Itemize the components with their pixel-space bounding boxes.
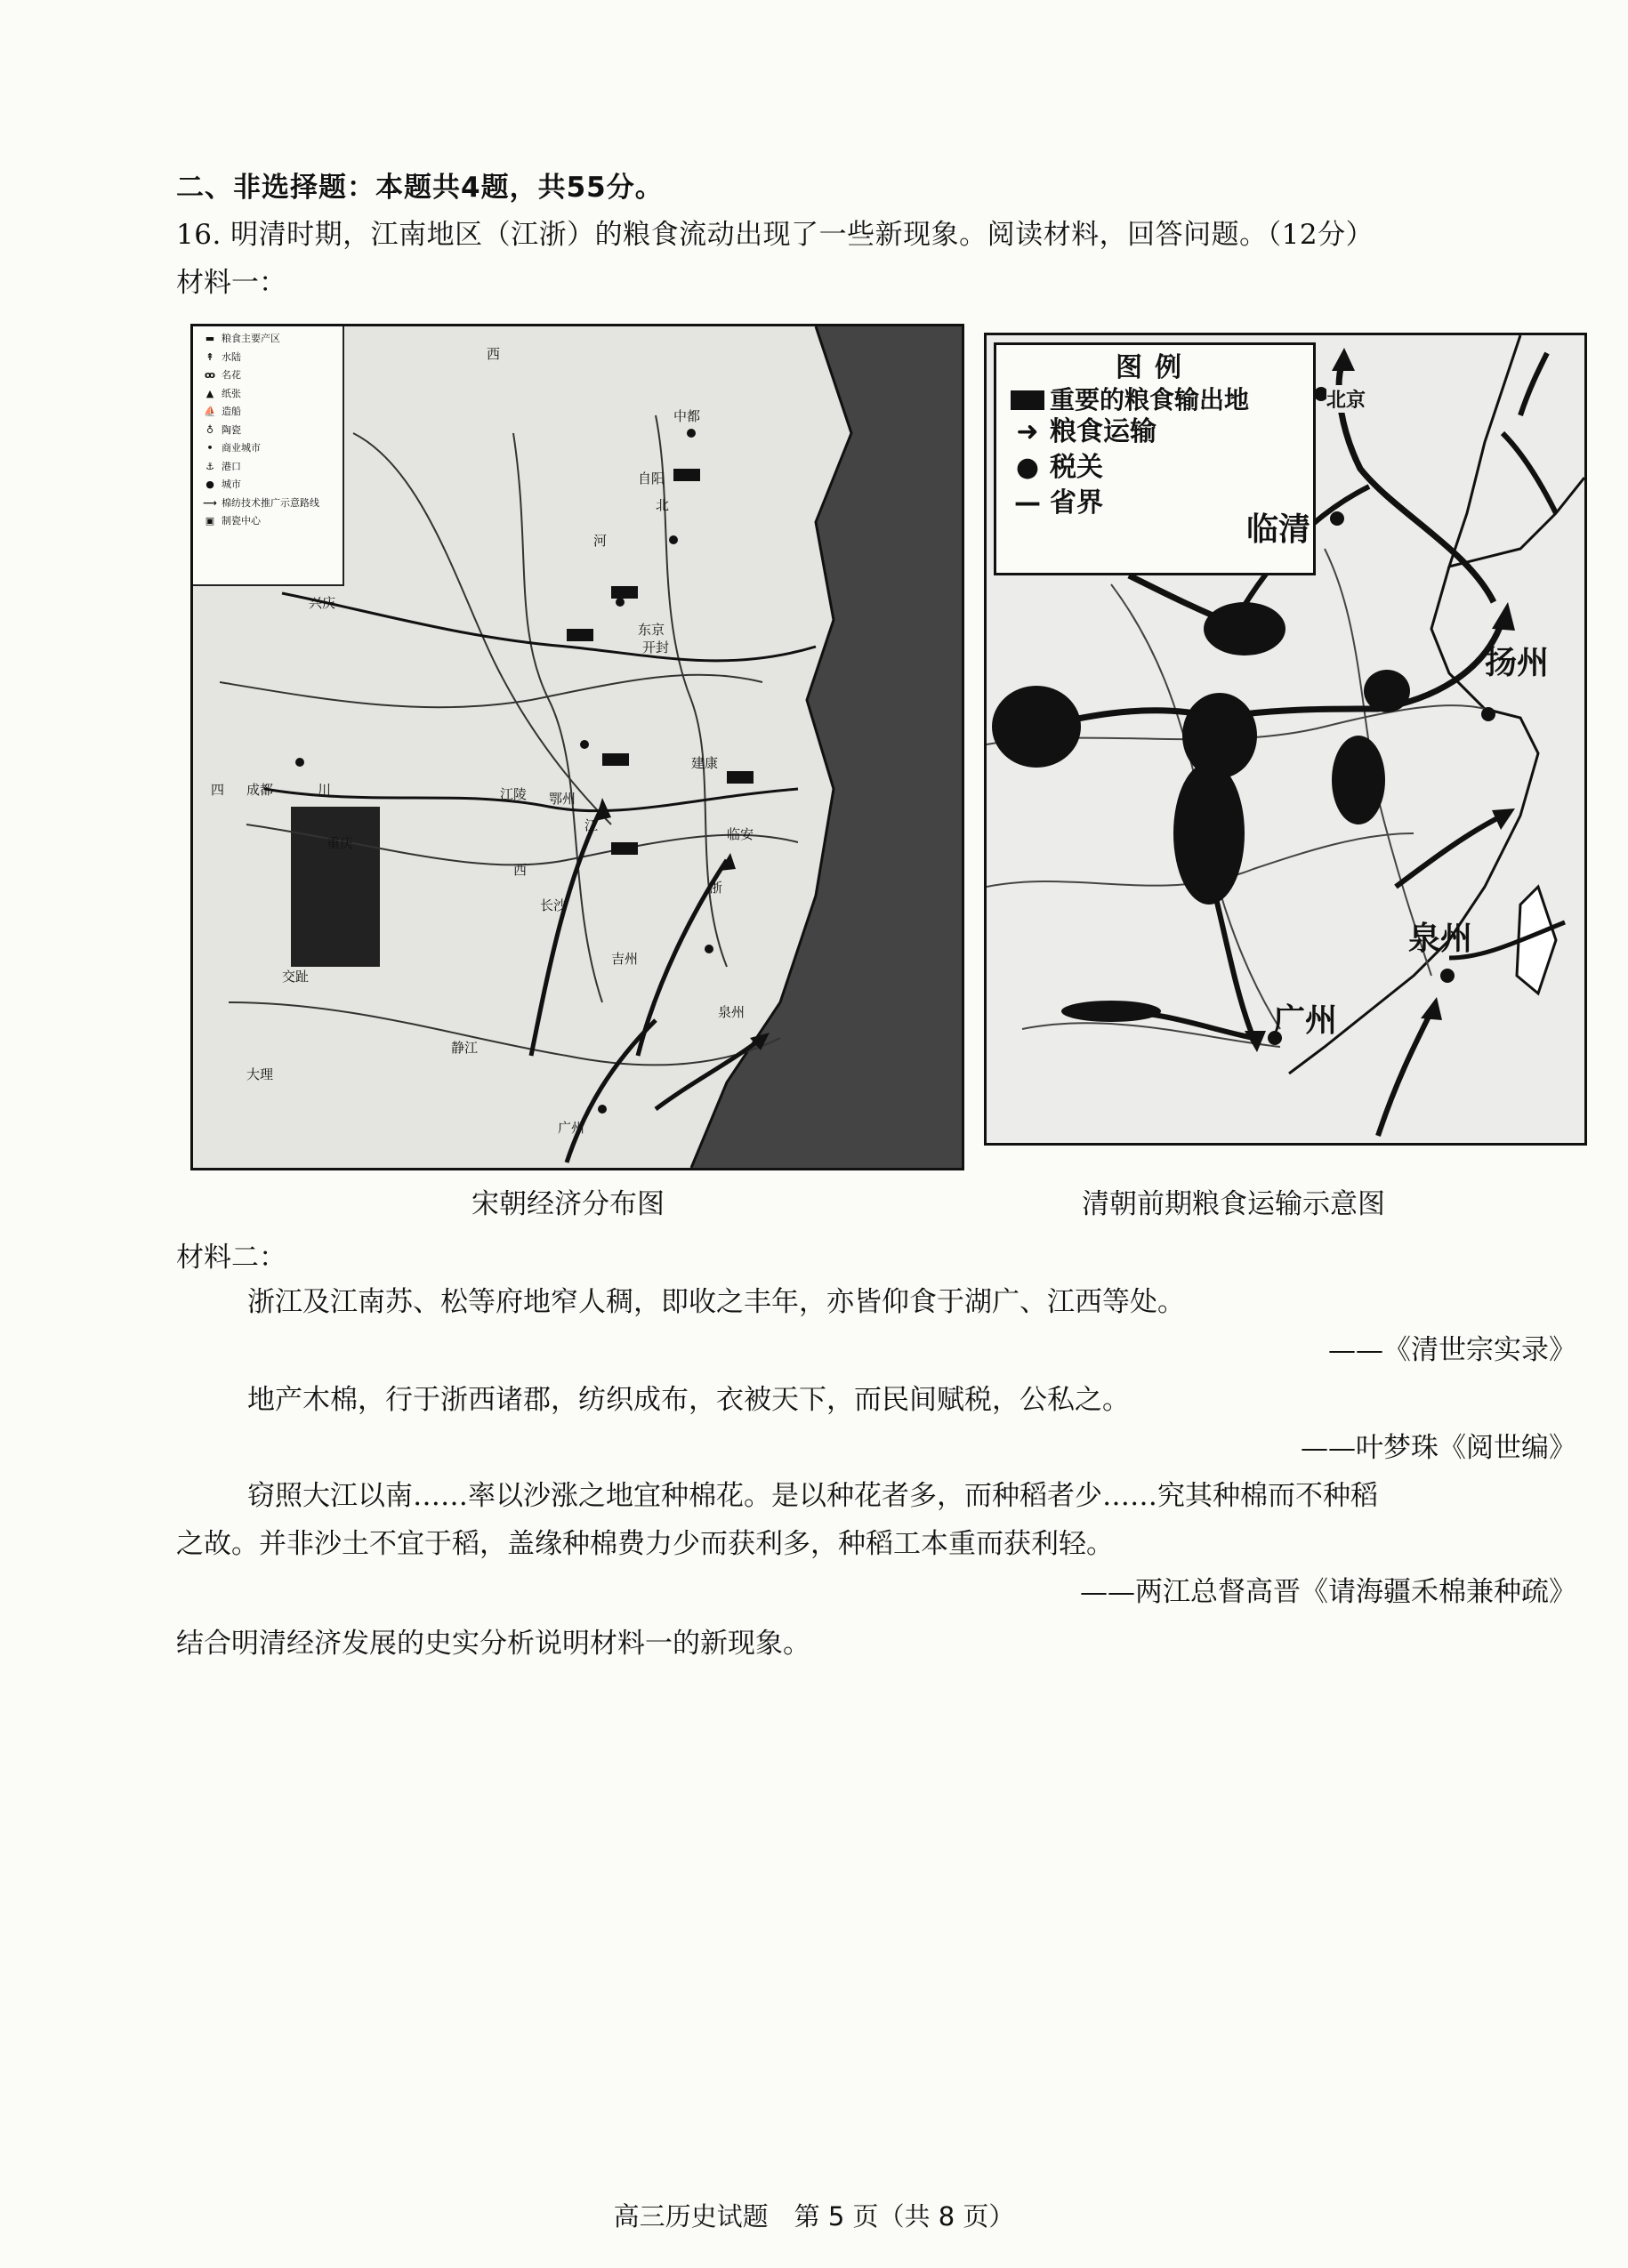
porcelain-center-icon: ▣ (205, 515, 215, 527)
map-label: 川 (318, 782, 332, 798)
legend-item-customs: ● 税关 (1005, 450, 1304, 486)
customs-dot-icon: ● (1015, 452, 1040, 483)
map-label: 西 (487, 346, 501, 362)
map-label: 北 (656, 497, 670, 513)
map-label: 建康 (691, 755, 719, 771)
quote-2-source: ——叶梦珠《阅世编》 (1301, 1432, 1576, 1464)
section-title: 二、非选择题：本题共4题，共55分。 (176, 172, 664, 204)
map-label: 泉州 (718, 1004, 745, 1020)
task-prompt: 结合明清经济发展的史实分析说明材料一的新现象。 (176, 1628, 810, 1660)
commercial-city-icon: • (206, 442, 214, 454)
map-label: 广州 (558, 1120, 585, 1136)
map-label: 吉州 (611, 951, 639, 967)
ceramic-icon: ♁ (206, 423, 214, 436)
transport-arrow-icon: ➜ (1016, 416, 1039, 447)
map-label: 江 (584, 817, 599, 833)
song-legend-item: ▲ 纸张 (198, 385, 337, 404)
city-label-beijing: 北京 (1326, 385, 1366, 413)
city-label-guangzhou: 广州 (1273, 1002, 1338, 1039)
song-legend-item: ⚓ 港口 (198, 458, 337, 477)
map-label: 长沙 (540, 897, 568, 913)
quote-3-text-line1: 窃照大江以南……率以沙涨之地宜种棉花。是以种花者多，而种稻者少……究其种棉而不种稻 (247, 1480, 1378, 1512)
map-label: 中都 (673, 408, 701, 424)
page-footer: 高三历史试题 第 5 页（共 8 页） (613, 2201, 1015, 2232)
song-legend-item: ⛵ 造船 (198, 403, 337, 422)
city-label-linqing: 临清 (1246, 511, 1311, 548)
ship-icon: ⛵ (204, 406, 216, 417)
map-label: 成都 (246, 782, 274, 798)
song-legend-item: ● 城市 (198, 476, 337, 495)
map-label: 开封 (642, 639, 670, 655)
map-label: 西 (513, 862, 528, 878)
legend-item-border: — 省界 (1005, 486, 1304, 521)
map-label: 浙 (709, 880, 723, 896)
song-legend-item: • 商业城市 (198, 439, 337, 458)
map-label: 东京 (638, 622, 665, 638)
city-label-quanzhou: 泉州 (1408, 921, 1473, 957)
route-arrow-icon: ⟶ (203, 496, 217, 509)
quote-1-text: 浙江及江南苏、松等府地窄人稠，即收之丰年，亦皆仰食于湖广、江西等处。 (247, 1286, 1185, 1318)
song-legend-item: ꝏ 名花 (198, 366, 337, 385)
map-label: 江陵 (500, 786, 528, 802)
grain-export-region-icon (1005, 390, 1050, 410)
song-economic-map (190, 324, 964, 1170)
qing-grain-transport-map (984, 333, 1587, 1146)
song-map-legend (193, 326, 344, 586)
material-2-label: 材料二： (176, 1242, 286, 1274)
city-label-yangzhou: 扬州 (1485, 645, 1550, 681)
map-label: 大理 (246, 1066, 274, 1082)
city-icon: ● (206, 479, 214, 490)
quote-1-source: ——《清世宗实录》 (1328, 1334, 1576, 1366)
material-1-label: 材料一： (176, 267, 286, 299)
song-legend-item: ⟶ 棉纺技术推广示意路线 (198, 495, 337, 513)
legend-item-grain-export: 重要的粮食输出地 (1005, 386, 1304, 414)
song-legend-item: ▬ 粮食主要产区 (198, 330, 337, 349)
map-label: 重庆 (326, 835, 354, 851)
legend-item-transport: ➜ 粮食运输 (1005, 414, 1304, 450)
quote-3-source: ——两江总督高晋《请海疆禾棉兼种疏》 (1080, 1576, 1576, 1608)
quote-3-text-line2: 之故。并非沙土不宜于稻，盖缘种棉费力少而获利多，种稻工本重而获利轻。 (176, 1528, 1114, 1560)
legend-title: 图例 (1116, 352, 1194, 383)
song-legend-item: ↟ 水陆 (198, 349, 337, 367)
song-legend-item: ▣ 制瓷中心 (198, 512, 337, 531)
song-legend-item: ♁ 陶瓷 (198, 422, 337, 440)
map-label: 河 (593, 533, 608, 549)
quote-2-text: 地产木棉，行于浙西诸郡，纺织成布，衣被天下，而民间赋税，公私之。 (247, 1384, 1130, 1416)
flower-icon: ꝏ (204, 369, 216, 381)
map-label: 四 (211, 782, 225, 798)
map-label: 临安 (727, 826, 754, 842)
paper-icon: ▲ (206, 387, 214, 399)
question-16: 16. 明清时期，江南地区（江浙）的粮食流动出现了一些新现象。阅读材料，回答问题。（12分） (176, 219, 1374, 251)
map-label: 静江 (451, 1040, 479, 1056)
port-icon: ⚓ (206, 460, 214, 472)
map-label: 自阳 (638, 470, 665, 487)
map-label: 鄂州 (549, 791, 576, 807)
map-label: 交趾 (282, 969, 310, 985)
map-label: 兴庆 (309, 595, 336, 611)
province-border-icon: — (1014, 487, 1041, 519)
grain-area-icon: ▬ (205, 333, 215, 344)
qing-map-caption: 清朝前期粮食运输示意图 (1082, 1188, 1385, 1220)
water-route-icon: ↟ (206, 350, 214, 363)
song-map-caption: 宋朝经济分布图 (471, 1188, 665, 1220)
